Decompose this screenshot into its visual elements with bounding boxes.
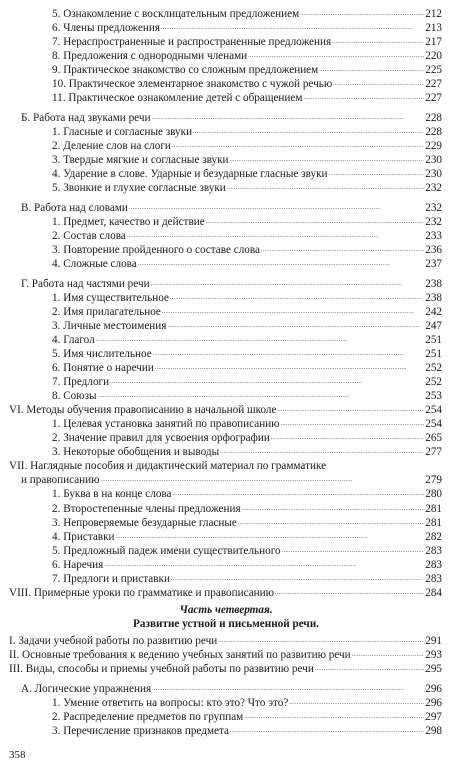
toc-entry-page: 225	[425, 64, 442, 77]
toc-entry-page: 291	[425, 635, 442, 647]
toc-entry-page: 227	[425, 78, 442, 91]
toc-entry	[52, 181, 442, 195]
toc-entry-page: 229	[425, 140, 442, 153]
toc-entry-page: 238	[425, 277, 442, 290]
toc-leader-dots	[220, 443, 424, 459]
toc-entry-page: 251	[425, 333, 442, 346]
part-label: Часть четвертая.	[179, 604, 273, 616]
toc-leader-dots	[227, 179, 424, 195]
part-title: Развитие устной и письменной речи.	[133, 618, 319, 630]
toc-entry-title: 3. Непроверяемые безударные гласные	[52, 516, 237, 529]
toc-entry-page: 230	[425, 168, 442, 181]
toc-entry-page: 284	[425, 586, 442, 599]
toc-entry-page: 252	[425, 376, 442, 389]
toc-entry-page: 228	[425, 126, 442, 138]
toc-entry-page: 296	[425, 696, 442, 709]
toc-entry-title: 6. Члены предложения	[52, 22, 160, 35]
toc-entry-title: 5. Ознакомление с восклицательным предложением	[52, 8, 300, 20]
toc-entry-page: 293	[425, 649, 442, 662]
toc-leader-dots	[303, 89, 424, 105]
toc-entry-title: 10. Практическое элементарное знакомство с чужой речью	[52, 78, 333, 91]
toc-entry-title: 1. Умение ответить на вопросы: кто это? Что это?	[52, 696, 289, 709]
toc-entry-title: 2. Распределение предметов по группам	[52, 710, 244, 723]
toc-entry-page: 295	[425, 663, 442, 676]
toc-entry-page: 281	[425, 516, 442, 529]
toc-entry-page: 238	[425, 291, 442, 304]
toc-entry-page: 232	[425, 201, 442, 214]
toc-entry-title: и правописанию	[21, 474, 100, 487]
toc-entry-title: 3. Твердые мягкие и согласные звуки	[52, 154, 229, 167]
toc-entry-title: 4. Глагол	[52, 333, 95, 346]
toc-entry-page: 217	[425, 36, 442, 49]
toc-leader-dots	[315, 660, 424, 676]
toc-entry-page: 212	[425, 8, 442, 20]
toc-entry-title: 5. Предложный падеж имени существительного	[52, 544, 281, 557]
toc-entry-title: 2. Деление слов на слоги	[52, 140, 171, 153]
toc-entry-title: 2. Значение правил для усвоения орфографии	[52, 432, 270, 445]
toc-entry-page: 279	[425, 474, 442, 487]
toc-entry-title: 1. Гласные и согласные звуки	[52, 126, 193, 138]
toc-entry-title: 6. Понятие о наречии	[52, 362, 154, 374]
toc-entry-title: А. Логические упражнения	[21, 682, 152, 695]
toc-entry-title: 1. Буква в на конце слова	[52, 488, 172, 501]
toc-leader-dots	[275, 584, 424, 600]
toc-entry	[9, 586, 442, 600]
toc-entry-title: VIII. Примерные уроки по грамматике и правописанию	[9, 586, 274, 599]
toc-leader-dots	[138, 255, 424, 271]
toc-entry-title: 1. Имя существительное	[52, 291, 169, 304]
toc-entry	[52, 724, 442, 738]
toc-entry-title: 7. Предлоги и приставки	[52, 572, 170, 585]
page-number: 358	[9, 749, 26, 761]
toc-entry-page: 297	[425, 710, 442, 723]
toc-entry-page: 254	[425, 418, 442, 431]
toc-entry-page: 281	[425, 502, 442, 515]
toc-entry-title: 2. Имя прилагательное	[52, 305, 161, 318]
toc-entry	[52, 445, 442, 459]
toc-entry-title: 4. Приставки	[52, 530, 115, 543]
toc-entry-title: 3. Перечисление признаков предмета	[52, 724, 229, 737]
toc-entry-title: 11. Практическое ознакомление детей с обращением	[52, 92, 303, 105]
toc-entry-title: 1. Предмет, качество и действие	[52, 215, 205, 228]
toc-entry-page: 228	[425, 111, 442, 124]
toc-entry-page: 277	[425, 446, 442, 459]
toc-entry-page: 227	[425, 92, 442, 105]
toc-entry-page: 252	[425, 362, 442, 374]
toc-entry-page: 298	[425, 724, 442, 737]
toc-entry-page: 230	[425, 154, 442, 167]
toc-entry-title: Г. Работа над частями речи	[21, 277, 150, 290]
toc-entry-page: 251	[425, 347, 442, 360]
toc-entry-title: 7. Нераспространенные и распространенные предложения	[52, 36, 332, 49]
toc-entry-title: VII. Наглядные пособия и дидактический материал по грамматике	[9, 460, 327, 473]
toc-entry-title: 7. Предлоги	[52, 376, 110, 389]
toc-entry-title: В. Работа над словами	[21, 201, 128, 214]
toc-entry-title: 8. Союзы	[52, 390, 97, 403]
toc-entry-title: I. Задачи учебной работы по развитию речи	[9, 635, 218, 647]
toc-entry-title: 9. Практическое знакомство со сложным предложением	[52, 64, 319, 77]
toc-entry-title: 3. Некоторые обобщения и выводы	[52, 446, 220, 459]
toc-leader-dots	[230, 722, 424, 738]
toc-entry-page: 237	[425, 258, 442, 271]
toc-entry-page: 282	[425, 530, 442, 543]
toc-entry-title: 4. Ударение в слове. Ударные и безударные гласные звуки	[52, 168, 328, 181]
toc-entry-title: 5. Имя числительное	[52, 347, 152, 360]
toc-entry-page: 220	[425, 50, 442, 63]
toc-entry-title: 2. Состав слова	[52, 229, 126, 242]
toc-entry-page: 213	[425, 22, 442, 35]
toc-entry-title: 8. Предложения с однородными членами	[52, 50, 248, 63]
toc-entry-page: 283	[425, 544, 442, 557]
toc-entry-page: 247	[425, 319, 442, 332]
toc-entry-title: 3. Повторение пройденного о составе слова	[52, 244, 260, 256]
toc-entry-page: 283	[425, 558, 442, 571]
toc-entry-title: 2. Второстепенные члены предложения	[52, 502, 241, 515]
toc-entry	[9, 662, 442, 676]
toc-entry-page: 232	[425, 215, 442, 228]
toc-entry	[52, 91, 442, 105]
toc-entry-title: II. Основные требования к ведению учебных занятий по развитию речи	[9, 649, 351, 662]
toc-entry-title: Б. Работа над звуками речи	[21, 111, 151, 124]
toc-entry-title: 4. Сложные слова	[52, 258, 137, 271]
toc-entry-page: 296	[425, 682, 442, 695]
toc-entry-page: 283	[425, 572, 442, 585]
toc-entry-title: 1. Целевая установка занятий по правописанию	[52, 418, 280, 431]
toc-entry-page: 280	[425, 488, 442, 501]
toc-entry-title: VI. Методы обучения правописанию в начальной школе	[9, 404, 277, 417]
toc-entry-page: 254	[425, 404, 442, 417]
toc-entry-title: 6. Наречия	[52, 558, 104, 571]
toc-entry-title: 5. Звонкие и глухие согласные звуки	[52, 182, 226, 195]
toc-entry-page: 232	[425, 182, 442, 195]
toc-entry-page: 242	[425, 305, 442, 318]
toc-entry-title: III. Виды, способы и приемы учебной работы по развитию речи	[9, 663, 314, 676]
toc-entry-title: 3. Личные местоимения	[52, 319, 167, 332]
toc-entry-page: 236	[425, 244, 442, 256]
toc-entry-page: 233	[425, 229, 442, 242]
toc-entry	[52, 257, 442, 271]
toc-entry-page: 253	[425, 390, 442, 403]
toc-entry-page: 265	[425, 432, 442, 445]
